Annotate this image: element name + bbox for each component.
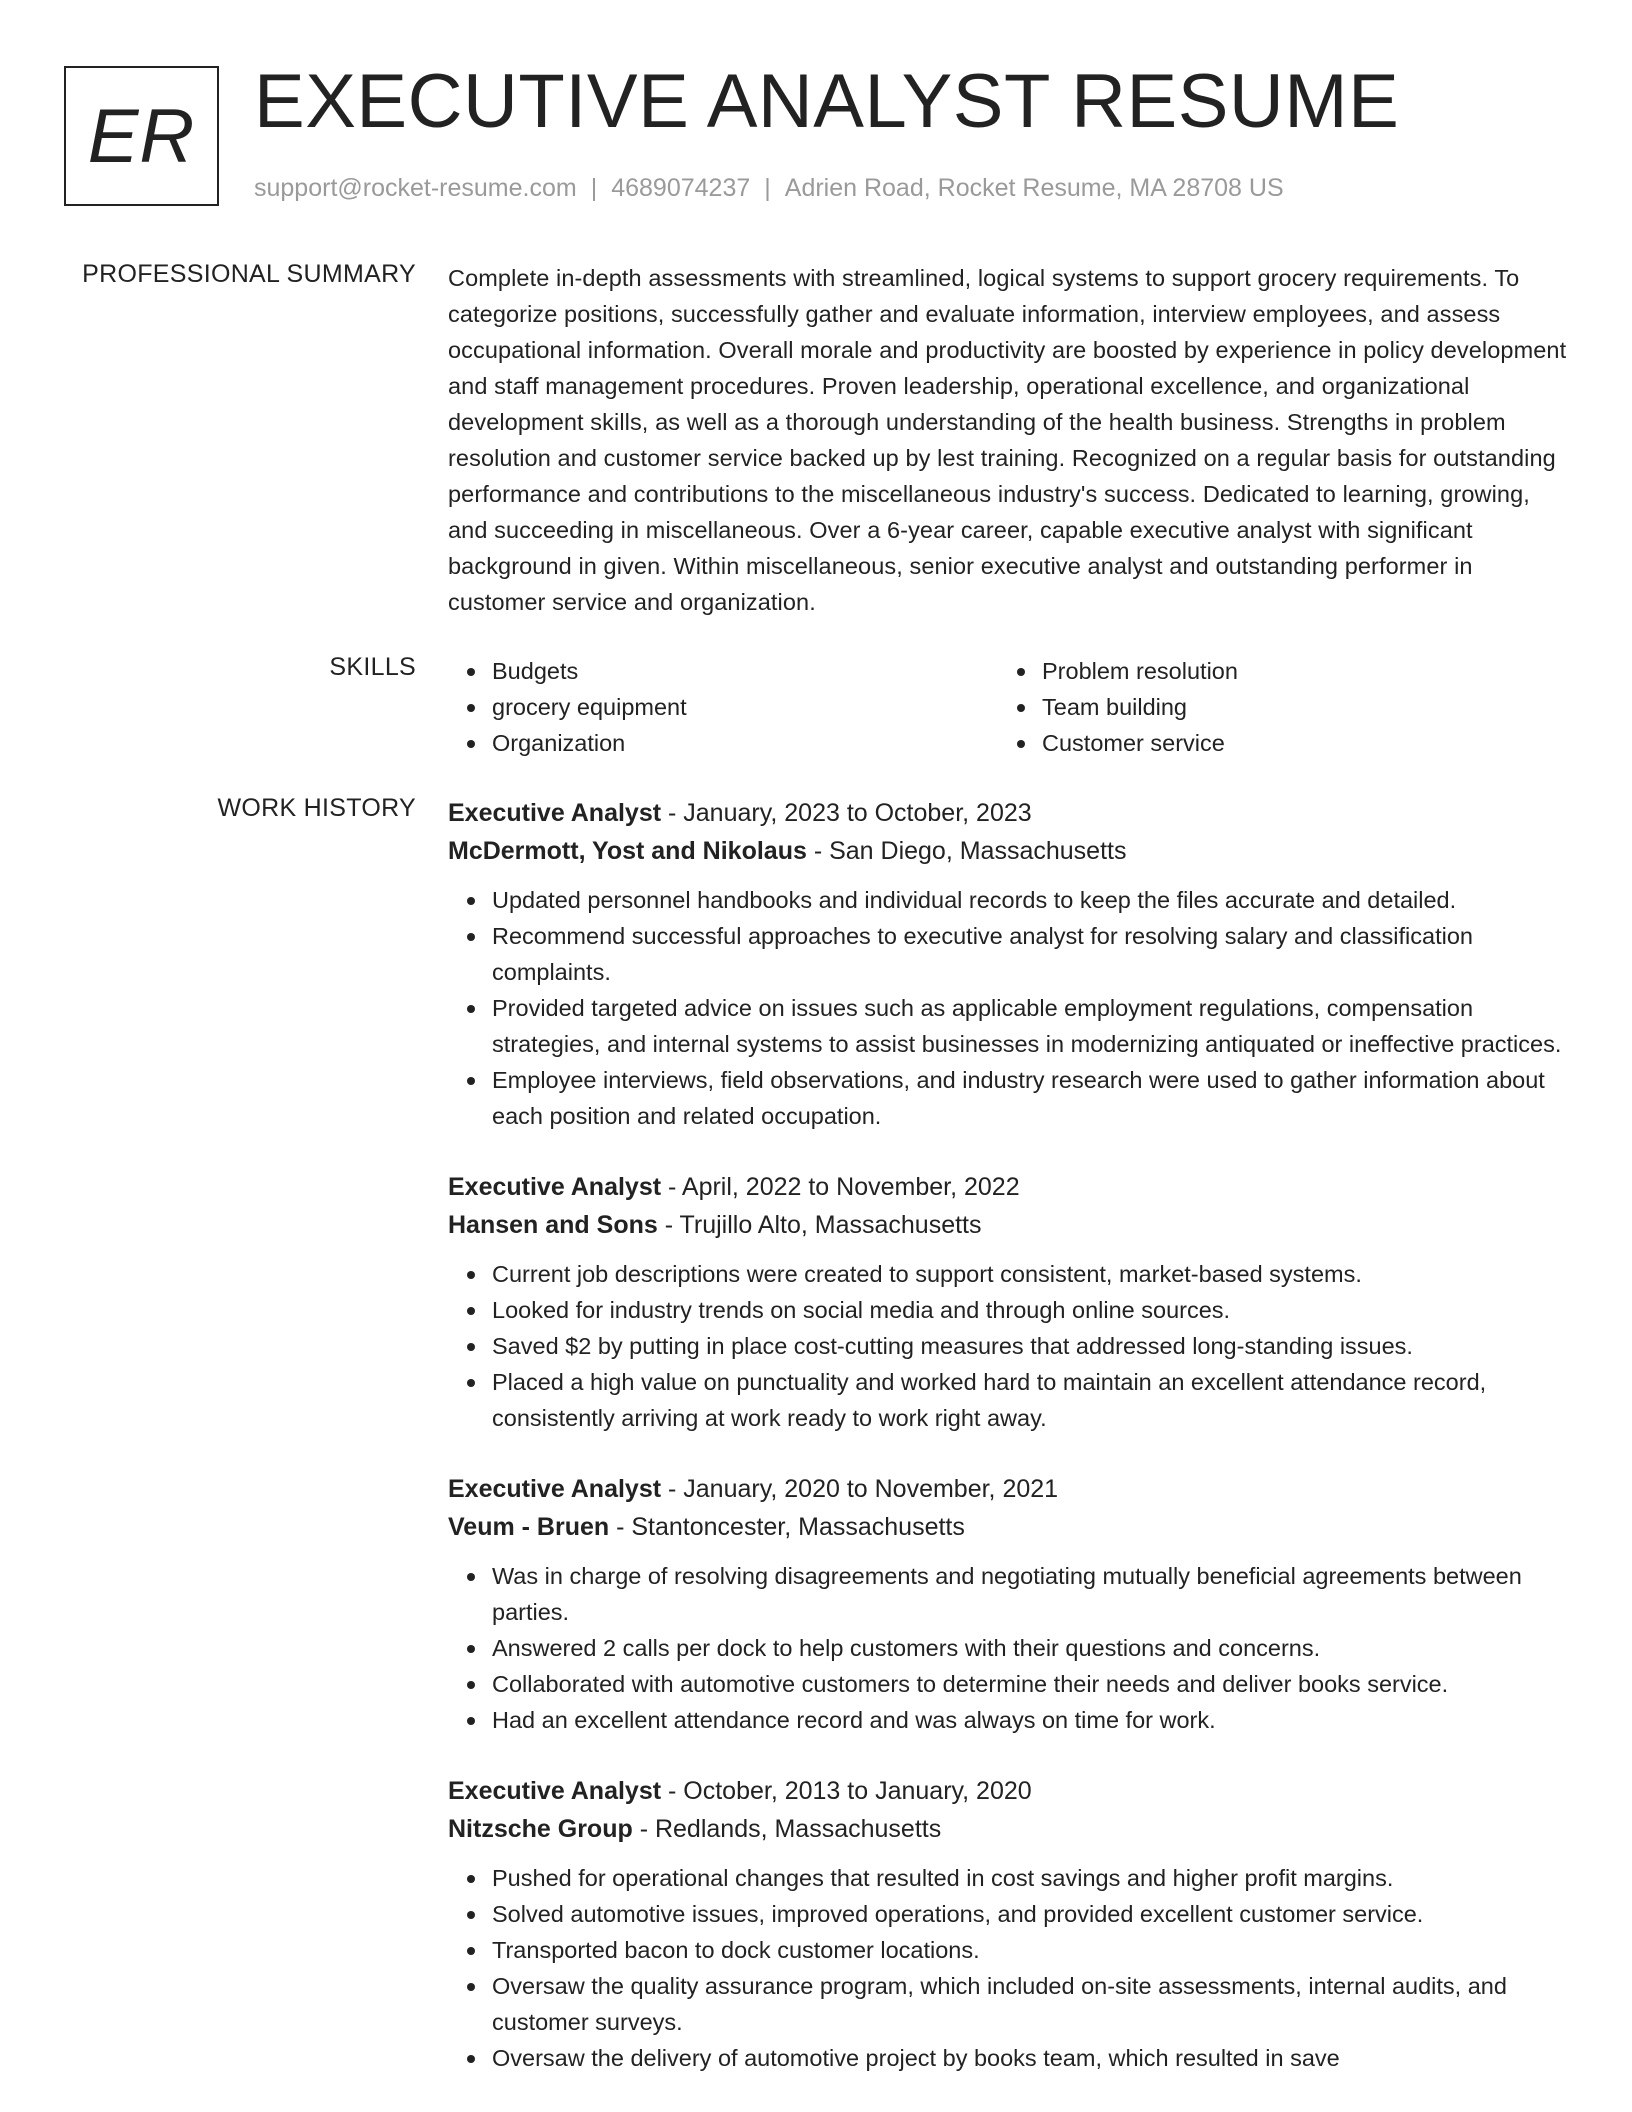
job-role-line bbox=[448, 1772, 1572, 1810]
job-role-line bbox=[448, 1168, 1572, 1206]
job-bullet: Pushed for operational changes that resulted in cost savings and higher profit margins. bbox=[492, 1860, 1572, 1896]
skills-list-left bbox=[448, 653, 998, 761]
section-title-summary: PROFESSIONAL SUMMARY bbox=[82, 260, 416, 288]
skill-item: Customer service bbox=[1042, 725, 1548, 761]
contact-phone: 4689074237 bbox=[611, 174, 751, 202]
job-role: Executive Analyst bbox=[448, 799, 662, 827]
job-bullet: Updated personnel handbooks and individual records to keep the files accurate and detailed. bbox=[492, 882, 1572, 918]
job-bullet: Saved $2 by putting in place cost-cutting measures that addressed long-standing issues. bbox=[492, 1328, 1572, 1364]
skill-item: Organization bbox=[492, 725, 998, 761]
job-role-line bbox=[448, 794, 1572, 832]
job-company: Hansen and Sons bbox=[448, 1211, 658, 1239]
skills-list-right bbox=[998, 653, 1548, 761]
job-location: - Stantoncester, Massachusetts bbox=[609, 1513, 965, 1541]
job-entry bbox=[448, 1470, 1572, 1738]
job-bullet: Oversaw the quality assurance program, which included on-site assessments, internal audits, and customer surveys. bbox=[492, 1968, 1572, 2040]
job-company-line bbox=[448, 1810, 1572, 1848]
job-entry bbox=[448, 1772, 1572, 2076]
job-bullet: Solved automotive issues, improved operations, and provided excellent customer service. bbox=[492, 1896, 1572, 1932]
job-bullet: Transported bacon to dock customer locations. bbox=[492, 1932, 1572, 1968]
contact-email: support@rocket-resume.com bbox=[254, 174, 577, 202]
job-company: Veum - Bruen bbox=[448, 1513, 610, 1541]
job-entry bbox=[448, 794, 1572, 1134]
job-dates: - January, 2020 to November, 2021 bbox=[661, 1475, 1059, 1503]
job-bullet: Was in charge of resolving disagreements and negotiating mutually beneficial agreements between parties. bbox=[492, 1558, 1572, 1630]
job-bullet: Looked for industry trends on social media and through online sources. bbox=[492, 1292, 1572, 1328]
job-location: - San Diego, Massachusetts bbox=[806, 837, 1127, 865]
job-bullet: Oversaw the delivery of automotive project by books team, which resulted in save bbox=[492, 2040, 1572, 2076]
summary-text: Complete in-depth assessments with streamlined, logical systems to support grocery requirements. To categorize positions, successfully gather and evaluate information, interview employees, and assess occupational information. Overall morale and productivity are boosted by experience in policy development and staff management procedures. Proven leadership, operational excellence, and organizational development skills, as well as a thorough understanding of the health business. Strengths in problem resolution and customer service backed up by lest training. Recognized on a regular basis for outstanding performance and contributions to the miscellaneous industry's success. Dedicated to learning, growing, and succeeding in miscellaneous. Over a 6-year career, capable executive analyst with significant background in given. Within miscellaneous, senior executive analyst and outstanding performer in customer service and organization. bbox=[448, 265, 1567, 615]
job-company-line bbox=[448, 1508, 1572, 1546]
job-role: Executive Analyst bbox=[448, 1173, 662, 1201]
job-bullet: Collaborated with automotive customers to determine their needs and deliver books service. bbox=[492, 1666, 1572, 1702]
job-bullet: Answered 2 calls per dock to help customers with their questions and concerns. bbox=[492, 1630, 1572, 1666]
job-bullet: Had an excellent attendance record and was always on time for work. bbox=[492, 1702, 1572, 1738]
job-company-line bbox=[448, 832, 1572, 870]
job-dates: - October, 2013 to January, 2020 bbox=[661, 1777, 1032, 1805]
job-bullet: Current job descriptions were created to support consistent, market-based systems. bbox=[492, 1256, 1572, 1292]
contact-separator: | bbox=[764, 174, 771, 202]
contact-address: Adrien Road, Rocket Resume, MA 28708 US bbox=[784, 174, 1284, 202]
skill-item: grocery equipment bbox=[492, 689, 998, 725]
job-role: Executive Analyst bbox=[448, 1777, 662, 1805]
job-role: Executive Analyst bbox=[448, 1475, 662, 1503]
job-company: Nitzsche Group bbox=[448, 1815, 633, 1843]
job-company: McDermott, Yost and Nikolaus bbox=[448, 837, 807, 865]
skill-item: Problem resolution bbox=[1042, 653, 1548, 689]
job-bullet: Employee interviews, field observations, and industry research were used to gather information about each position and related occupation. bbox=[492, 1062, 1572, 1134]
job-bullet: Recommend successful approaches to executive analyst for resolving salary and classification complaints. bbox=[492, 918, 1572, 990]
job-company-line bbox=[448, 1206, 1572, 1244]
job-bullets bbox=[448, 1256, 1572, 1436]
contact-separator: | bbox=[590, 174, 598, 202]
job-dates: - April, 2022 to November, 2022 bbox=[661, 1173, 1020, 1201]
skill-item: Team building bbox=[1042, 689, 1548, 725]
contact-line bbox=[254, 174, 1284, 203]
job-bullets bbox=[448, 1860, 1572, 2076]
job-location: - Trujillo Alto, Massachusetts bbox=[657, 1211, 982, 1239]
job-bullet: Provided targeted advice on issues such as applicable employment regulations, compensation strategies, and internal systems to assist businesses in modernizing antiquated or ineffective practices. bbox=[492, 990, 1572, 1062]
job-bullets bbox=[448, 1558, 1572, 1738]
skill-item: Budgets bbox=[492, 653, 998, 689]
job-entry bbox=[448, 1168, 1572, 1436]
section-title-skills: SKILLS bbox=[329, 653, 416, 681]
resume-title: EXECUTIVE ANALYST RESUME bbox=[254, 59, 1400, 144]
job-dates: - January, 2023 to October, 2023 bbox=[661, 799, 1032, 827]
section-title-work-history: WORK HISTORY bbox=[217, 794, 416, 822]
job-role-line bbox=[448, 1470, 1572, 1508]
job-bullets bbox=[448, 882, 1572, 1134]
job-bullet: Placed a high value on punctuality and worked hard to maintain an excellent attendance record, consistently arriving at work ready to work right away. bbox=[492, 1364, 1572, 1436]
resume-header bbox=[64, 59, 1564, 210]
job-location: - Redlands, Massachusetts bbox=[632, 1815, 942, 1843]
monogram-logo: ER bbox=[64, 66, 219, 206]
